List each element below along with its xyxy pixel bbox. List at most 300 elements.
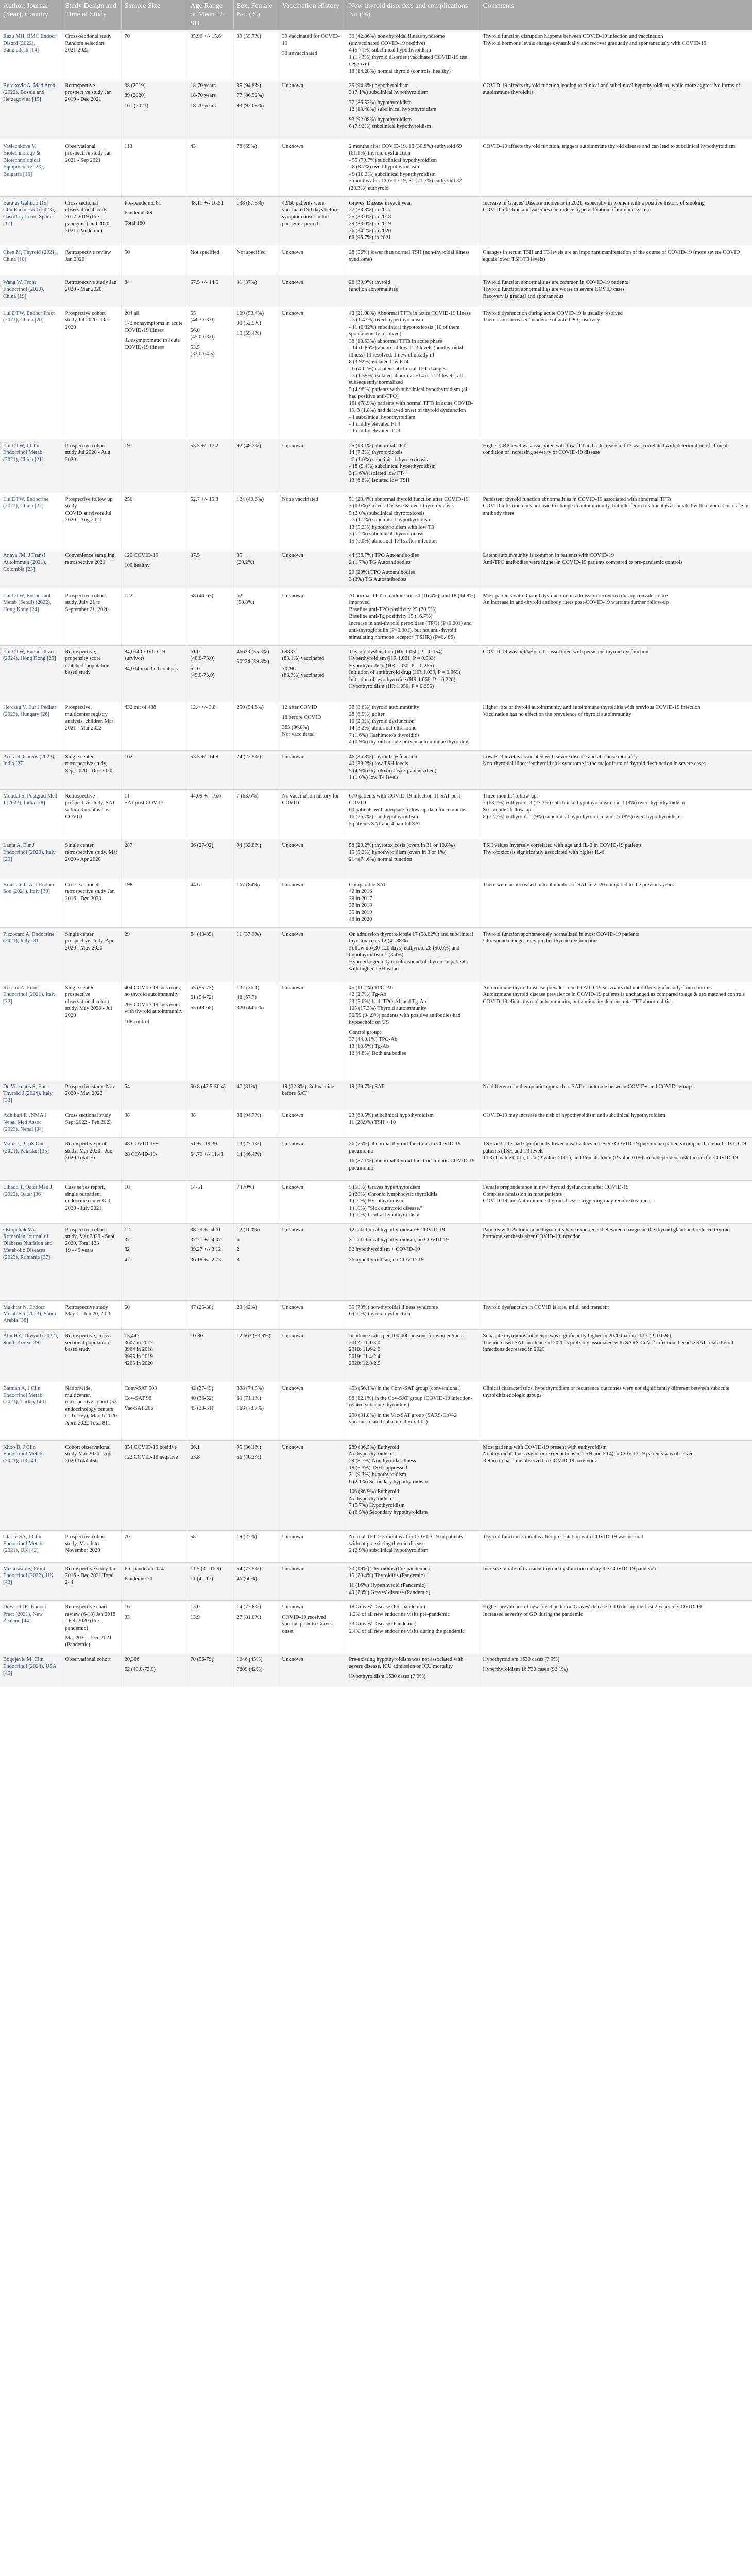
cell-line: 77 (86.52%) <box>236 93 264 99</box>
table-row <box>0 197 752 246</box>
cell-sample <box>121 646 187 701</box>
cell-design <box>62 981 121 1080</box>
cell-line: 39.27 +/- 3.12 <box>190 1247 221 1253</box>
cell-line: 84 <box>124 280 130 286</box>
cell-vaccination <box>279 1329 346 1382</box>
cell-line: Non-thyroidal illness/euthyroid sick syndrome is the major form of thyroid dysfunction in severe cases <box>483 761 706 767</box>
cell-line: Hyperthyroidism (HR 1.061, P = 0.533) <box>349 656 436 662</box>
cell-age <box>187 549 233 589</box>
cell-line: Anaya JM, J Transl Autoimmun (2021), Colombia [23] <box>3 552 46 572</box>
cell-vaccination <box>279 276 346 307</box>
cell-line: 70 <box>124 33 130 40</box>
cell-line: 60 patients with adequate follow-up data for 6 months <box>349 807 466 813</box>
cell-line: 45 (38-51) <box>190 1405 214 1412</box>
cell-line: Persistent thyroid function abnormalities in COVID-19 associated with abnormal TFTs <box>483 496 672 502</box>
column-header-author: Author, Journal (Year), Country <box>0 0 62 30</box>
cell-line: 61.0 <box>190 649 200 655</box>
cell-line: 15,447 <box>124 1333 140 1339</box>
cell-line: Thyroid hormone levels change dynamically and recover gradually and spontaneously with COVID-19 <box>483 40 707 46</box>
cell-line: 198 <box>124 882 133 888</box>
cell-line: 56.0 <box>190 327 200 333</box>
cell-design <box>62 79 121 140</box>
cell-line: Batman A, J Clin Endocrinol Metab (2021), Turkey [40] <box>3 1385 46 1405</box>
cell-line: 33 <box>124 1614 130 1620</box>
cell-line: 7 (5.7%) Hypothyroidism <box>349 1503 405 1509</box>
cell-line: Thyroid function spontaneously normalized in most COVID-19 patients <box>483 931 639 938</box>
cell-line: Thyroid function abnormalities are worse in severe COVID cases <box>483 286 625 293</box>
cell-line: Retrospective, cross-sectional population-based study <box>65 1333 111 1353</box>
cell-sample <box>121 1601 187 1653</box>
column-header-design: Study Design and Time of Study <box>62 0 121 30</box>
cell-age <box>187 140 233 197</box>
cell-comments <box>480 439 752 493</box>
cell-line: 36 (94.7%) <box>236 1113 261 1119</box>
cell-line: 14 (7.3%) thyrotoxicosis <box>349 450 403 456</box>
column-header-vaccination: Vaccination History <box>279 0 346 30</box>
cell-sample <box>121 1181 187 1223</box>
cell-line: 28 (6.5%) goiter <box>349 711 385 718</box>
cell-line: 40 in 2016 <box>349 889 372 895</box>
cell-age <box>187 439 233 493</box>
cell-line: 38 <box>124 1113 130 1119</box>
cell-vaccination <box>279 549 346 589</box>
cell-line: Cross sectional study Sept 2022 - Feb 2023 <box>65 1113 112 1126</box>
cell-line: 5 (4.9%) thyrotoxicosis (3 patients died) <box>349 768 437 774</box>
cell-line: 37 (44.0.1%) TPO-Ab <box>349 1037 398 1043</box>
cell-line: 36 (8.6%) thyroid autoimmunity <box>349 705 419 711</box>
cell-vaccination <box>279 197 346 246</box>
cell-disorders <box>346 1530 480 1562</box>
cell-vaccination <box>279 1562 346 1601</box>
table-row <box>0 1109 752 1138</box>
column-header-sample: Sample Size <box>121 0 187 30</box>
cell-line: 98 (12.1%) in the Cov-SAT group (COVID-19 infection-related subacute thyroiditis) <box>349 1395 473 1409</box>
cell-sample <box>121 197 187 246</box>
cell-line: Cov-SAT 98 <box>124 1395 152 1401</box>
cell-line: 29 (42%) <box>236 1304 257 1310</box>
cell-line: 19 (59.4%) <box>236 330 261 336</box>
cell-line: 670 patients with COVID-19 infection 11 SAT post COVID <box>349 793 460 806</box>
cell-line: 64 <box>124 1084 130 1090</box>
cell-line: Conv-SAT 503 <box>124 1385 157 1392</box>
cell-disorders <box>346 1223 480 1300</box>
cell-line: 25 (33.0%) in 2018 <box>349 214 391 220</box>
cell-line: 8 (72.7%) euthyroid, 1 (9%) subclinical hypothyroidism and 2 (18%) overt hypothyroidism <box>483 814 681 820</box>
cell-line: 2 <box>236 1247 240 1253</box>
table-row <box>0 79 752 140</box>
cell-line: Vaccination has no effect on the prevalence of thyroid autoimmunity <box>483 711 631 718</box>
cell-disorders <box>346 751 480 790</box>
table-row <box>0 439 752 493</box>
cell-line: 48 in 2020 <box>349 917 372 923</box>
cell-line: Female preponderance in new thyroid dysfunction after COVID-19 <box>483 1184 629 1191</box>
cell-design <box>62 1080 121 1109</box>
cell-sex <box>233 790 279 839</box>
cell-comments <box>480 1080 752 1109</box>
cell-age <box>187 1329 233 1382</box>
cell-disorders <box>346 439 480 493</box>
cell-line: 10 <box>124 1184 130 1191</box>
cell-line: 18-70 years <box>190 103 216 109</box>
cell-design <box>62 197 121 246</box>
table-row <box>0 928 752 981</box>
cell-line: 106 (86.9%) Euthyroid <box>349 1489 399 1495</box>
cell-line: COVID-19 was unlikely to be associated with persistent thyroid dysfunction <box>483 649 649 655</box>
cell-line: 43 (21.08%) Abnormal TFTs in acute COVID-19 illness <box>349 311 471 317</box>
cell-comments <box>480 1530 752 1562</box>
cell-comments <box>480 493 752 549</box>
cell-line: 25 (13.1%) abnormal TFTs <box>349 443 408 449</box>
cell-line: 258 (31.8%) in the Vac-SAT group (SARS-CoV-2 vaccine-related subacute thyroiditis) <box>349 1412 457 1426</box>
cell-line: 64 (43-85) <box>190 931 214 938</box>
cell-line: 12 <box>124 1227 130 1233</box>
cell-line: 32 asymptomatic in acute COVID-19 illness <box>124 337 180 350</box>
cell-line: Higher prevalence of new-onset pediatric Graves' disease (GD) during the first 2 years of COVID-19 <box>483 1604 702 1611</box>
cell-line: Increased severity of GD during the pandemic <box>483 1611 583 1617</box>
cell-sample <box>121 589 187 645</box>
cell-line: 93 (92.08%) hypothyroidism <box>349 116 412 123</box>
cell-line: 250 (54.6%) <box>236 705 264 711</box>
cell-author <box>0 79 62 140</box>
cell-line: 101 (2021) <box>124 103 148 109</box>
cell-line: Prospective cohort study, July 21 to September 21, 2020 <box>65 592 109 613</box>
cell-line: 289 (86.5%) Euthyroid <box>349 1444 399 1450</box>
cell-vaccination <box>279 646 346 701</box>
cell-line: 50 <box>124 250 130 256</box>
cell-sample <box>121 701 187 751</box>
cell-disorders <box>346 549 480 589</box>
cell-sex <box>233 1109 279 1138</box>
cell-line: Lui DTW, Endocr Pract (2024), Hong Kong [25] <box>3 649 56 662</box>
cell-comments <box>480 1601 752 1653</box>
cell-line: 204 all <box>124 311 140 317</box>
cell-line: Baseline anti-Tg positivity 15 (16.7%) <box>349 614 433 620</box>
cell-line: Most patients with thyroid dysfunction on admission recovered during convalescence <box>483 592 668 599</box>
cell-author <box>0 1080 62 1109</box>
cell-line: 18 (14.28%) normal thyroid (controls, healthy) <box>349 68 451 74</box>
cell-line: Lui DTW, Endocrine (2023), China [22] <box>3 496 49 510</box>
cell-line: Unknown <box>282 592 303 599</box>
cell-line: 320 (44.2%) <box>236 1005 264 1011</box>
cell-line: 20 (20%) TPO Autoantibodies <box>349 569 415 575</box>
cell-line: 453 (56.1%) in the Conv-SAT group (conventional) <box>349 1385 461 1392</box>
cell-line: 172 nonsymptoms in acute COVID-19 illness <box>124 320 183 333</box>
cell-line: Unknown <box>282 882 303 888</box>
table-row <box>0 1223 752 1300</box>
cell-author <box>0 246 62 276</box>
cell-line: 36 in 2018 <box>349 903 372 909</box>
cell-line: Not specified <box>190 250 219 256</box>
cell-line: 2020: 12.8/2.9 <box>349 1361 381 1367</box>
cell-line: Graves' Disease in each year; <box>349 200 413 207</box>
cell-line: Not specified <box>236 250 266 256</box>
cell-author <box>0 1382 62 1440</box>
cell-line: 40 (36-52) <box>190 1395 214 1401</box>
cell-line: 16 <box>124 1604 130 1611</box>
cell-disorders <box>346 307 480 439</box>
cell-line: TT3 (P value 0.01), IL-6 (P value <0.01), and Procalcitonin (P value 0.05) are independent risk factors for COVID-19 <box>483 1155 738 1161</box>
cell-line: - 3 (1.55%) isolated abnormal FT4 or TT3 levels; all subsequently normalized <box>349 372 463 386</box>
cell-design <box>62 246 121 276</box>
cell-line: 14 (46.4%) <box>236 1151 261 1157</box>
cell-age <box>187 928 233 981</box>
cell-line: Retrospective chart review (6-18) Jan 2018 - Feb 2020 (Pre-pandemic) <box>65 1604 116 1631</box>
cell-line: 35 <box>236 552 242 558</box>
cell-line: 2018: 11.6/2.6 <box>349 1347 381 1353</box>
cell-design <box>62 1653 121 1687</box>
cell-line: Latent autoimmunity is common in patients with COVID-19 <box>483 552 614 558</box>
cell-line: (32.0-64.5) <box>190 351 215 358</box>
cell-line: 89 (2020) <box>124 93 146 99</box>
cell-sex <box>233 30 279 79</box>
cell-sex <box>233 1653 279 1687</box>
cell-line: 8 (7.92%) subclinical hypothyroidism <box>349 124 431 130</box>
cell-line: 1 (10%) Hypothyroidism <box>349 1198 404 1205</box>
cell-comments <box>480 1382 752 1440</box>
cell-line: Observational prospective study Jan 2021 - Sep 2021 <box>65 144 112 163</box>
cell-line: Elbadd T, Qatar Med J (2022), Qatar [36] <box>3 1184 52 1197</box>
cell-line: 23 (60.5%) subclinical hypothyroidism <box>349 1113 434 1119</box>
cell-line: Initiation of antithyroid drug (HR 1.039, P = 0.669) <box>349 670 460 676</box>
cell-vaccination <box>279 79 346 140</box>
cell-line: Unknown <box>282 1184 303 1191</box>
cell-line: 48 (67.7) <box>236 995 257 1001</box>
cell-line: Single center prospective observational cohort study, May 2020 - Jul 2020 <box>65 985 112 1019</box>
cell-line: Malik J, PLoS One (2021), Pakistan [35] <box>3 1141 49 1154</box>
cell-disorders <box>346 1109 480 1138</box>
cell-line: Hypothyroidism (HR 1.050, P = 0.255) <box>349 663 434 669</box>
cell-line: An increase in anti-thyroid antibody titers post-COVID-19 warrants further follow-up <box>483 600 669 606</box>
cell-line: Prospective study, Nov 2020 - May 2022 <box>65 1084 115 1097</box>
cell-line: Comparable SAT: <box>349 882 388 888</box>
cell-line: - 9 (10.3%) subclinical hyperthyroidism <box>349 171 436 177</box>
cell-line: 13 (6.8%) isolated low TSH <box>349 478 410 484</box>
cell-line: 27 (81.8%) <box>236 1614 261 1620</box>
cell-sex <box>233 839 279 878</box>
cell-line: 47 (81%) <box>236 1084 257 1090</box>
cell-design <box>62 1440 121 1530</box>
cell-author <box>0 589 62 645</box>
cell-line: 35 (94.8%) <box>236 83 261 89</box>
cell-comments <box>480 701 752 751</box>
cell-design <box>62 589 121 645</box>
cell-line: Unknown <box>282 1604 303 1611</box>
cell-line: 5 patients SAT and 4 painful SAT <box>349 821 422 827</box>
table-row <box>0 839 752 878</box>
cell-comments <box>480 1223 752 1300</box>
cell-line: Anti-TPO antibodies were higher in COVID-19 patients compared to pre-pandemic controls <box>483 560 683 566</box>
cell-author <box>0 1653 62 1687</box>
cell-disorders <box>346 790 480 839</box>
cell-line: 32 <box>124 1247 130 1253</box>
cell-sex <box>233 1440 279 1530</box>
cell-line: 15 (6.0%) abnormal TFTs after infection <box>349 538 437 544</box>
cell-sex <box>233 646 279 701</box>
cell-line: 100 healthy <box>124 563 150 569</box>
cell-line: 6 <box>236 1236 240 1243</box>
cell-line: 58 (20.2%) thyrotoxicosis (overt in 31 or 10.8%) <box>349 843 455 849</box>
cell-line: Total 180 <box>124 220 145 226</box>
cell-sex <box>233 1329 279 1382</box>
cell-sex <box>233 1601 279 1653</box>
cell-line: 108 control <box>124 1019 149 1025</box>
cell-line: 2017: 11.1/3.0 <box>349 1340 381 1346</box>
cell-line: 50224 (59.8%) <box>236 659 269 665</box>
cell-design <box>62 646 121 701</box>
cell-line: 38.23 +/- 4.61 <box>190 1227 221 1233</box>
cell-line: 3607 in 2017 <box>124 1340 153 1346</box>
table-row <box>0 981 752 1080</box>
cell-age <box>187 276 233 307</box>
cell-sex <box>233 1300 279 1329</box>
cell-age <box>187 1080 233 1109</box>
cell-line: 35 (94.8%) hypothyroidism <box>349 83 409 89</box>
cell-line: 1046 (45%) <box>236 1656 263 1663</box>
cell-line: 167 (84%) <box>236 882 260 888</box>
cell-sex <box>233 1530 279 1562</box>
cell-line: 35 (70%) non-thyroidal illness syndrome <box>349 1304 438 1310</box>
cell-line: - 11 (6.32%) subclinical thyrotoxicosis (10 of them spontaneously resolved) <box>349 324 460 337</box>
cell-line: 16 (57.1%) abnormal thyroid functions in non-COVID-19 pneumonia <box>349 1158 475 1171</box>
cell-line: 15 (78.4%) Thyroiditis (Pandemic) <box>349 1572 425 1579</box>
cell-line: Thyroid dysfunction during acute COVID-19 is usually resolved <box>483 311 623 317</box>
cell-sex <box>233 197 279 246</box>
cell-line: Hypo echogenicity on ultrasound of thyroid in patients with higher TSH values <box>349 959 468 972</box>
cell-line: 14 (3.2%) abnormal ultrasound <box>349 725 417 732</box>
cell-line: Unknown <box>282 1444 303 1450</box>
cell-comments <box>480 1138 752 1181</box>
cell-line: Cross-sectional, retrospective study Jan 2016 - Dec 2020 <box>65 882 115 902</box>
cell-sample <box>121 928 187 981</box>
cell-line: 132 (26.1) <box>236 985 260 991</box>
cell-line: 64.79 +/- 11.41 <box>190 1151 224 1157</box>
cell-age <box>187 1601 233 1653</box>
cell-line: 51 (20.4%) abnormal thyroid function after COVID-19 <box>349 496 469 502</box>
cell-line: 52.7 +/- 15.3 <box>190 496 218 502</box>
cell-vaccination <box>279 493 346 549</box>
cell-line: 13 (5.2%) hypothyroidism with low T3 <box>349 524 434 530</box>
cell-author <box>0 878 62 928</box>
cell-line: 84,034 matched controls <box>124 666 178 672</box>
cell-sample <box>121 493 187 549</box>
cell-line: Unknown <box>282 843 303 849</box>
table-row <box>0 1530 752 1562</box>
cell-line: 7 (1.6%) Hashimoto's thyroiditis <box>349 732 420 738</box>
cell-line: 12,663 (83.9%) <box>236 1333 271 1339</box>
cell-line: 56/59 (94.9%) patients with positive antibodies had hypoechoic on US <box>349 1012 461 1026</box>
cell-line: 18 Graves' Disease (Pre-pandemic) <box>349 1604 425 1611</box>
cell-author <box>0 981 62 1080</box>
cell-sex <box>233 493 279 549</box>
cell-line: Hypothyroidism (HR 1.050, P = 0.255) <box>349 684 434 690</box>
cell-line: 15 (5.2%) hypothyroidism (overt in 3 or 1%) <box>349 850 447 856</box>
cell-line: Higher rate of thyroid autoimmunity and autoimmune thyroiditis with previous COVID-19 infection <box>483 705 700 711</box>
cell-sample <box>121 549 187 589</box>
cell-age <box>187 790 233 839</box>
cell-line: Increase in Graves' Disease incidence in 2021, especially in women with a positive history of smoking <box>483 200 705 207</box>
cell-line: 6 (2.1%) Secondary hypothyroidism <box>349 1479 428 1485</box>
cell-sample <box>121 307 187 439</box>
cell-line: 30 (42.86%) non-thyroidal illness syndrome (unvaccinated COVID-19 positive) <box>349 33 445 46</box>
cell-line: Increase in rate of transient thyroid dysfunction during the COVID-19 pandemic <box>483 1566 657 1572</box>
cell-sample <box>121 1138 187 1181</box>
cell-line: 10-80 <box>190 1333 203 1339</box>
cell-disorders <box>346 1382 480 1440</box>
cell-line: 69837 <box>282 649 296 655</box>
cell-line: No hyperthyroidism <box>349 1451 393 1457</box>
cell-age <box>187 1181 233 1223</box>
cell-sex <box>233 276 279 307</box>
cell-line: 5 (4.98%) patients with subclinical hypothyroidism (all had positive anti-TPO) <box>349 386 469 400</box>
cell-sample <box>121 1223 187 1300</box>
cell-line: 29 (33.0%) in 2019 <box>349 221 391 227</box>
cell-line: 55 <box>190 311 196 317</box>
cell-line: 2 (1.7%) TG Autoantibodies <box>349 560 411 566</box>
cell-line: COVID infection does not lead to change in autoimmunity, but interferon treatment is associated with a modest increase in antibody titers <box>483 503 749 516</box>
column-header-disorders: New thyroid disorders and complications No (%) <box>346 0 480 30</box>
cell-line: 70296 <box>282 666 296 672</box>
cell-sample <box>121 751 187 790</box>
cell-line: 250 <box>124 496 133 502</box>
cell-sample <box>121 878 187 928</box>
cell-vaccination <box>279 839 346 878</box>
cell-line: COVID-19 received vaccine prior to Graves' onset <box>282 1614 334 1634</box>
cell-line: 19 (27%) <box>236 1534 257 1540</box>
cell-line: 3995 in 2019 <box>124 1353 153 1360</box>
cell-line: 53.5 +/- 17.2 <box>190 443 218 449</box>
cell-line: Initiation of levothyroxine (HR 1.066, P = 0.226) <box>349 676 456 683</box>
cell-sample <box>121 276 187 307</box>
cell-line: 46 (66%) <box>236 1575 257 1582</box>
cell-comments <box>480 276 752 307</box>
cell-line: Single center prospective study, Apr 2020 - May 2020 <box>65 931 114 951</box>
cell-design <box>62 307 121 439</box>
cell-line: Return to baseline observed in COVID-19 survivors <box>483 1458 596 1464</box>
cell-line: Single center retrospective study, Sept 2020 - Dec 2020 <box>65 754 113 774</box>
cell-age <box>187 1223 233 1300</box>
cell-line: 28 (56%) lower than normal TSH (non-thyroidal illness syndrome) <box>349 250 470 263</box>
cell-design <box>62 790 121 839</box>
cell-line: 62 (49.0-73.0) <box>124 1667 156 1673</box>
cell-line: 31 (9.3%) hypothyroidism <box>349 1472 406 1478</box>
cell-line: 39 in 2017 <box>349 895 372 902</box>
cell-line: Three months' follow-up: <box>483 793 538 800</box>
cell-comments <box>480 981 752 1080</box>
cell-line: No hyperthyroidism <box>349 1496 393 1502</box>
cell-line: Cross sectional observational study 2017-2019 (Pre-pandemic) and 2020-2021 (Pandemic) <box>65 200 111 234</box>
table-row <box>0 701 752 751</box>
cell-line: 12.4 +/- 3.8 <box>190 705 216 711</box>
cell-sample <box>121 1300 187 1329</box>
cell-line: 105 (17.3%) Thyroid autoimmunity <box>349 1006 426 1012</box>
cell-line: 84,034 COVID-19 survivors <box>124 649 165 662</box>
cell-comments <box>480 790 752 839</box>
cell-line: Retrospective study May 1 - Jun 20, 2020 <box>65 1304 112 1317</box>
cell-author <box>0 839 62 878</box>
cell-disorders <box>346 1300 480 1329</box>
table-row <box>0 246 752 276</box>
cell-author <box>0 1530 62 1562</box>
cell-sample <box>121 30 187 79</box>
cell-vaccination <box>279 1181 346 1223</box>
cell-line: 77 (86.52%) hypothyroidism <box>349 99 412 106</box>
cell-sample <box>121 1653 187 1687</box>
cell-line: 1 (1.0%) low T4 levels <box>349 775 399 781</box>
cell-line: COVID-19 and Autoimmune thyroid disease triggering may require treatment <box>483 1198 652 1205</box>
cell-line: Unknown <box>282 1385 303 1392</box>
cell-line: Ahn HY, Thyroid (2022), South Korea [39] <box>3 1333 58 1346</box>
cell-line: 58 <box>190 1534 196 1540</box>
